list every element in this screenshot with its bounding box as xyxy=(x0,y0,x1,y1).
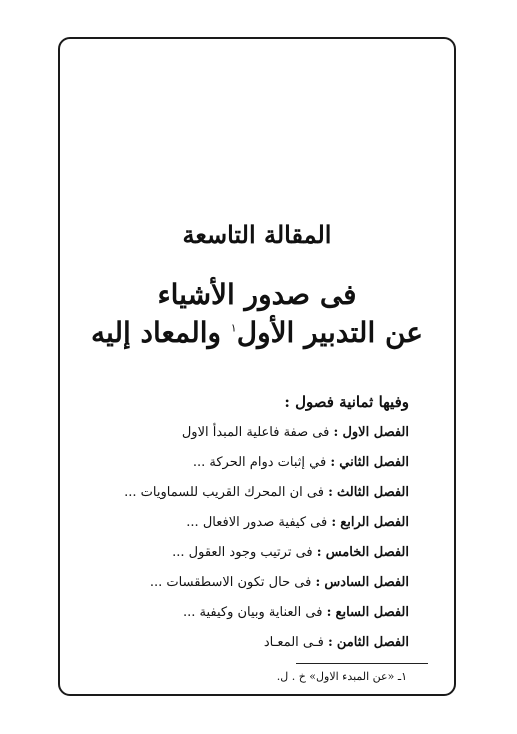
footnote-rule xyxy=(296,663,428,664)
chapter-label: الفصل الثامن xyxy=(336,635,409,650)
subtitle-line-1: فى صدور الأشياء xyxy=(157,278,357,311)
footnote: ١ـ «عن المبدء الاول» خ . ل. xyxy=(276,670,407,683)
chapter-list xyxy=(79,425,409,665)
chapter-description: فى العناية وبيان وكيفية ... xyxy=(182,605,323,620)
footnote-marker: ١ xyxy=(230,321,237,335)
chapter-description: فى حال تكون الاسطقسات ... xyxy=(149,575,312,590)
chapter-description: فى صفة فاعلية المبدأ الاول xyxy=(181,425,330,440)
chapters-intro: وفيها ثمانية فصول : xyxy=(284,393,409,411)
subtitle-line-2-end: والمعاد إليه xyxy=(91,316,222,349)
chapter-item xyxy=(79,485,409,515)
chapter-description: فى ترتيب وجود العقول ... xyxy=(172,545,313,560)
chapter-item xyxy=(79,455,409,485)
chapter-description: في إثبات دوام الحركة ... xyxy=(192,455,327,470)
chapter-separator: : xyxy=(327,635,333,650)
chapter-description: فـى المعـاد xyxy=(263,635,324,650)
chapter-label: الفصل الثالث xyxy=(337,485,409,500)
chapter-item xyxy=(79,515,409,545)
chapter-description: فى ان المحرك القريب للسماويات ... xyxy=(124,485,324,500)
chapter-label: الفصل الاول xyxy=(342,425,409,440)
chapter-label: الفصل الثاني xyxy=(339,455,409,470)
chapter-separator: : xyxy=(326,605,332,620)
chapter-label: الفصل الرابع xyxy=(340,515,409,530)
chapter-separator: : xyxy=(333,425,339,440)
section-title: المقالة التاسعة xyxy=(182,220,332,249)
chapter-item xyxy=(79,545,409,575)
chapter-separator: : xyxy=(328,485,333,500)
chapter-item xyxy=(79,575,409,605)
subtitle-line-2-main: عن التدبير الأول xyxy=(236,316,423,349)
chapter-label: الفصل السابع xyxy=(335,605,409,620)
chapter-item xyxy=(79,635,409,665)
chapter-item xyxy=(79,425,409,455)
chapter-label: الفصل الخامس xyxy=(325,545,409,560)
chapter-separator: : xyxy=(315,575,321,590)
chapter-description: فى كيفية صدور الافعال ... xyxy=(186,515,328,530)
subtitle-line-2 xyxy=(60,316,454,349)
chapter-separator: : xyxy=(330,455,336,470)
chapter-label: الفصل السادس xyxy=(324,575,409,590)
chapter-separator: : xyxy=(331,515,337,530)
chapter-separator: : xyxy=(316,545,322,560)
chapter-item xyxy=(79,605,409,635)
